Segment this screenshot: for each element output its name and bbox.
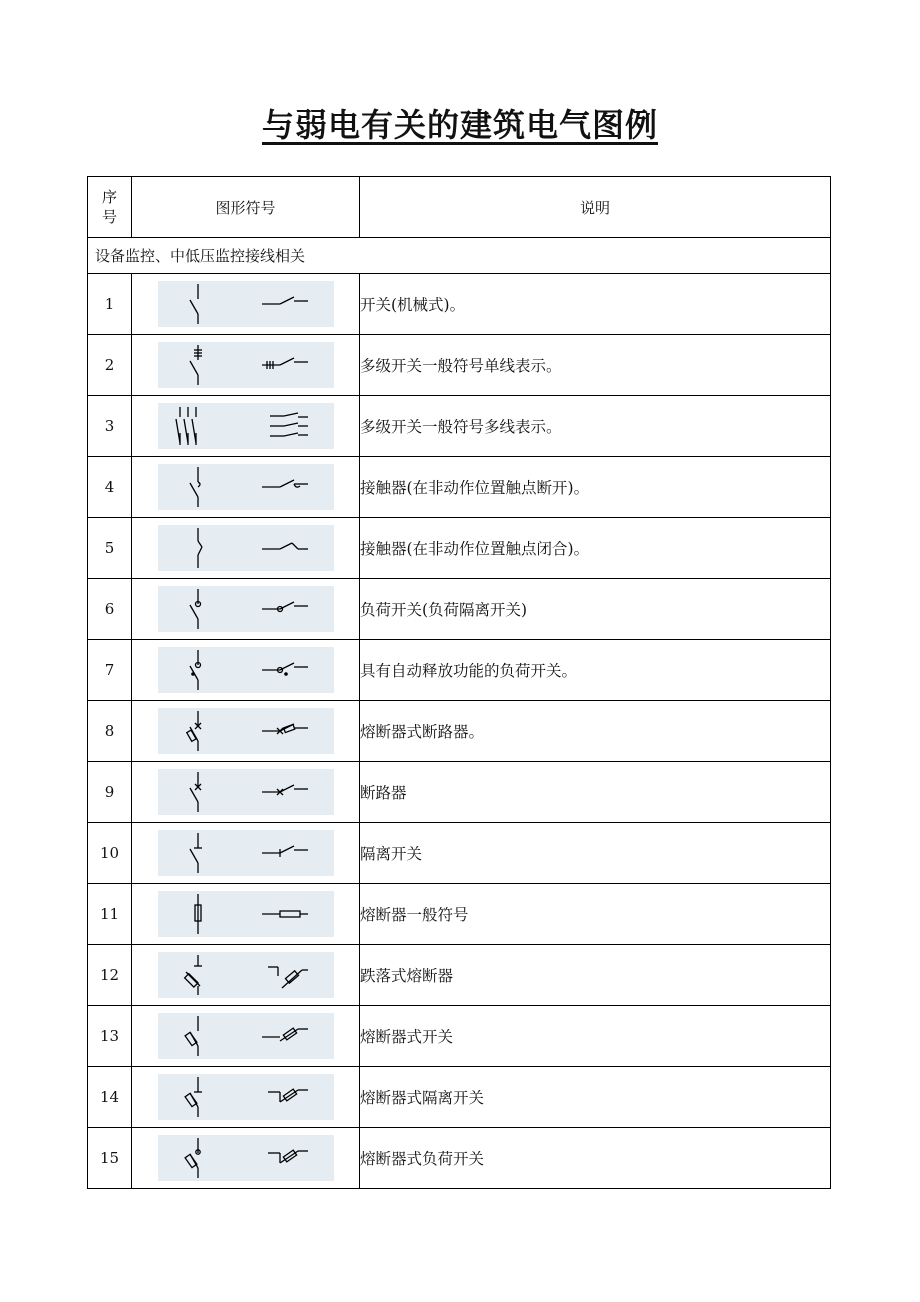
fuse-icon [158, 891, 334, 937]
row-description: 熔断器式隔离开关 [360, 1067, 831, 1128]
table-row [88, 884, 831, 945]
symbol-cell [132, 335, 360, 396]
header-seq-line1: 序 [101, 188, 117, 206]
symbol-cell [132, 457, 360, 518]
table-row [88, 396, 831, 457]
row-description: 接触器(在非动作位置触点闭合)。 [360, 518, 831, 579]
load-switch-icon [158, 586, 334, 632]
symbol-cell [132, 640, 360, 701]
fuse-switch-icon [158, 1013, 334, 1059]
table-row [88, 274, 831, 335]
row-number: 8 [88, 701, 132, 762]
page-title: 与弱电有关的建筑电气图例 [261, 106, 658, 144]
fuse-load-switch-icon [158, 1135, 334, 1181]
row-description: 隔离开关 [360, 823, 831, 884]
table-row [88, 1067, 831, 1128]
legend-table [87, 176, 831, 1189]
multipole-switch-single-line-icon [158, 342, 334, 388]
row-number: 15 [88, 1128, 132, 1189]
multipole-switch-multi-line-icon [158, 403, 334, 449]
header-seq [88, 177, 132, 238]
table-row [88, 457, 831, 518]
symbol-cell [132, 762, 360, 823]
table-header-row [88, 177, 831, 238]
row-number: 5 [88, 518, 132, 579]
row-description: 开关(机械式)。 [360, 274, 831, 335]
load-switch-auto-release-icon [158, 647, 334, 693]
symbol-cell [132, 1006, 360, 1067]
section-row [88, 238, 831, 274]
fuse-disconnector-icon [158, 1074, 334, 1120]
row-description: 多级开关一般符号多线表示。 [360, 396, 831, 457]
row-number: 3 [88, 396, 132, 457]
mechanical-switch-icon [158, 281, 334, 327]
dropout-fuse-icon [158, 952, 334, 998]
row-description: 断路器 [360, 762, 831, 823]
symbol-cell [132, 1067, 360, 1128]
symbol-cell [132, 396, 360, 457]
symbol-cell [132, 274, 360, 335]
table-row [88, 1128, 831, 1189]
table-row [88, 701, 831, 762]
symbol-cell [132, 1128, 360, 1189]
row-description: 熔断器式开关 [360, 1006, 831, 1067]
row-description: 多级开关一般符号单线表示。 [360, 335, 831, 396]
header-symbol: 图形符号 [132, 177, 360, 238]
header-description: 说明 [360, 177, 831, 238]
row-description: 跌落式熔断器 [360, 945, 831, 1006]
row-number: 7 [88, 640, 132, 701]
table-row [88, 823, 831, 884]
row-number: 11 [88, 884, 132, 945]
symbol-cell [132, 701, 360, 762]
fuse-circuit-breaker-icon [158, 708, 334, 754]
disconnector-icon [158, 830, 334, 876]
row-number: 2 [88, 335, 132, 396]
symbol-cell [132, 579, 360, 640]
table-row [88, 640, 831, 701]
symbol-cell [132, 518, 360, 579]
row-description: 负荷开关(负荷隔离开关) [360, 579, 831, 640]
row-description: 熔断器式负荷开关 [360, 1128, 831, 1189]
row-number: 14 [88, 1067, 132, 1128]
symbol-cell [132, 884, 360, 945]
symbol-cell [132, 823, 360, 884]
row-number: 6 [88, 579, 132, 640]
row-number: 13 [88, 1006, 132, 1067]
circuit-breaker-icon [158, 769, 334, 815]
table-row [88, 1006, 831, 1067]
row-number: 4 [88, 457, 132, 518]
row-description: 具有自动释放功能的负荷开关。 [360, 640, 831, 701]
row-number: 1 [88, 274, 132, 335]
contactor-normally-open-icon [158, 464, 334, 510]
table-row [88, 579, 831, 640]
contactor-normally-closed-icon [158, 525, 334, 571]
row-number: 9 [88, 762, 132, 823]
row-number: 10 [88, 823, 132, 884]
section-title: 设备监控、中低压监控接线相关 [88, 238, 831, 274]
row-number: 12 [88, 945, 132, 1006]
table-row [88, 945, 831, 1006]
row-description: 熔断器一般符号 [360, 884, 831, 945]
symbol-cell [132, 945, 360, 1006]
table-row [88, 762, 831, 823]
table-row [88, 335, 831, 396]
row-description: 接触器(在非动作位置触点断开)。 [360, 457, 831, 518]
table-row [88, 518, 831, 579]
header-seq-line2: 号 [101, 208, 117, 226]
row-description: 熔断器式断路器。 [360, 701, 831, 762]
